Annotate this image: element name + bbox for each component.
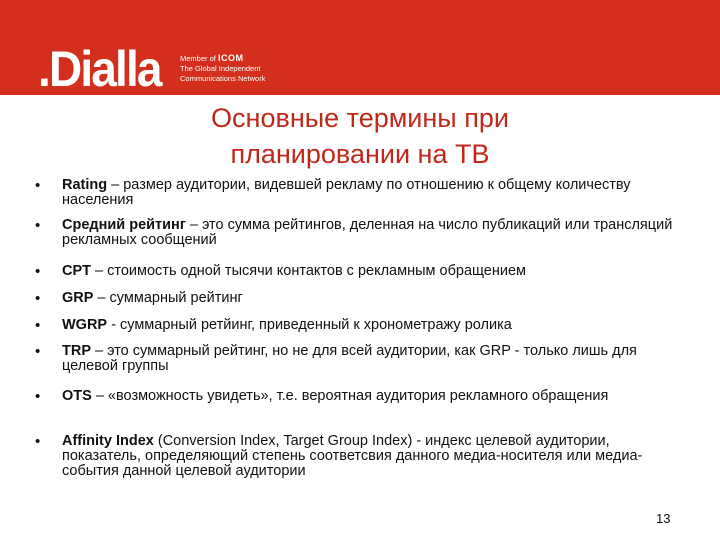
bullet-item-average-rating bbox=[62, 218, 682, 248]
title-box bbox=[175, 95, 545, 175]
icom-brand: ICOM bbox=[217, 53, 244, 63]
bullet-item-wgrp bbox=[62, 318, 682, 333]
slide-title-line2: планировании на ТВ bbox=[230, 139, 490, 169]
slide-title-line1: Основные термины при bbox=[211, 103, 509, 133]
bullet-term: Affinity Index bbox=[62, 433, 154, 449]
bullet-item-grp bbox=[62, 291, 682, 306]
bullet-text: – «возможность увидеть», т.е. вероятная аудитория рекламного обращения bbox=[91, 388, 609, 404]
bullet-text: – размер аудитории, видевшей рекламу по отношению к общему количеству населения bbox=[62, 177, 631, 208]
bullet-item-cpt bbox=[62, 264, 682, 279]
dialla-logo: .Dialla bbox=[38, 41, 161, 97]
bullet-text: – стоимость одной тысячи контактов с рекламным обращением bbox=[91, 263, 526, 279]
bullet-term: WGRP bbox=[62, 317, 108, 333]
bullet-term: TRP bbox=[62, 343, 91, 359]
bullet-text: – суммарный рейтинг bbox=[93, 290, 243, 306]
bullet-term: CPT bbox=[62, 263, 91, 279]
bullet-item-rating bbox=[62, 178, 682, 208]
bullet-text: – это сумма рейтингов, деленная на число публикаций или трансляций рекламных сообщений bbox=[62, 217, 673, 248]
logo-tagline-line1 bbox=[180, 53, 265, 64]
bullet-text: – это суммарный рейтинг, но не для всей аудитории, как GRP - только лишь для целевой группы bbox=[62, 343, 637, 374]
bullet-item-trp bbox=[62, 344, 682, 374]
bullet-term: Rating bbox=[62, 177, 108, 193]
logo-tagline bbox=[180, 53, 265, 84]
logo-tagline-line2: The Global Independent bbox=[180, 64, 261, 73]
bullet-term: OTS bbox=[62, 388, 92, 404]
bullet-text: (Conversion Index, Target Group Index) - индекс целевой аудитории, показатель, определяющий степень соответсвия данного медиа-носителя или медиа-события данной целевой аудитории bbox=[62, 433, 643, 479]
bullet-term: GRP bbox=[62, 290, 94, 306]
bullet-term: Средний рейтинг bbox=[62, 217, 186, 233]
logo-member-of: Member of bbox=[180, 54, 216, 63]
bullet-item-ots bbox=[62, 389, 682, 404]
bullet-text: - суммарный ретйинг, приведенный к хронометражу ролика bbox=[107, 317, 512, 333]
logo-tagline-line3: Communications Network bbox=[180, 74, 266, 83]
slide-title bbox=[175, 95, 545, 172]
page-number: 13 bbox=[656, 511, 671, 526]
bullet-item-affinity-index bbox=[62, 434, 682, 479]
